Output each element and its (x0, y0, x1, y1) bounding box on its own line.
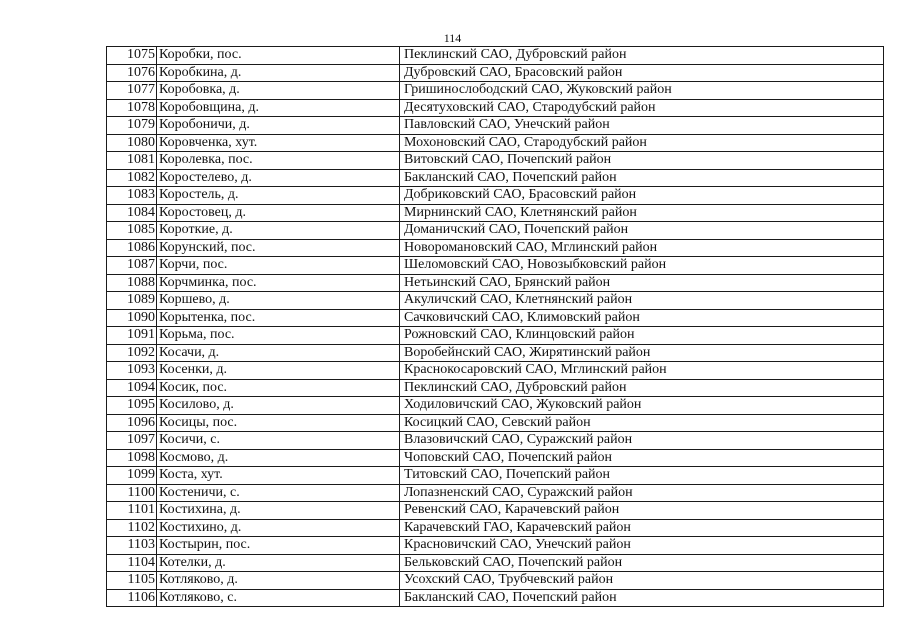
row-number: 1093 (107, 362, 157, 380)
settlement-name: Котелки, д. (157, 554, 400, 572)
row-number: 1095 (107, 397, 157, 415)
table-row (107, 519, 884, 537)
administrative-unit: Краснокосаровский САО, Мглинский район (400, 362, 884, 380)
table-row (107, 449, 884, 467)
row-number: 1087 (107, 257, 157, 275)
administrative-unit: Пеклинский САО, Дубровский район (400, 379, 884, 397)
table-row (107, 47, 884, 65)
table-row (107, 327, 884, 345)
settlement-name: Коростелево, д. (157, 169, 400, 187)
table-body (107, 47, 884, 607)
table-row (107, 152, 884, 170)
settlement-name: Корунский, пос. (157, 239, 400, 257)
settlement-name: Коробовка, д. (157, 82, 400, 100)
row-number: 1101 (107, 502, 157, 520)
settlement-name: Котляково, с. (157, 589, 400, 607)
settlement-name: Коробки, пос. (157, 47, 400, 65)
administrative-unit: Косицкий САО, Севский район (400, 414, 884, 432)
administrative-unit: Рожновский САО, Клинцовский район (400, 327, 884, 345)
row-number: 1079 (107, 117, 157, 135)
settlements-table (106, 46, 884, 607)
settlement-name: Коршево, д. (157, 292, 400, 310)
settlement-name: Косилово, д. (157, 397, 400, 415)
row-number: 1092 (107, 344, 157, 362)
row-number: 1088 (107, 274, 157, 292)
settlement-name: Коробоничи, д. (157, 117, 400, 135)
administrative-unit: Красновичский САО, Унечский район (400, 537, 884, 555)
settlement-name: Корытенка, пос. (157, 309, 400, 327)
administrative-unit: Дубровский САО, Брасовский район (400, 64, 884, 82)
settlement-name: Костихина, д. (157, 502, 400, 520)
table-row (107, 134, 884, 152)
settlement-name: Коробовщина, д. (157, 99, 400, 117)
settlement-name: Коростовец, д. (157, 204, 400, 222)
administrative-unit: Витовский САО, Почепский район (400, 152, 884, 170)
row-number: 1100 (107, 484, 157, 502)
administrative-unit: Влазовичский САО, Суражский район (400, 432, 884, 450)
settlement-name: Корчи, пос. (157, 257, 400, 275)
row-number: 1080 (107, 134, 157, 152)
table-row (107, 64, 884, 82)
administrative-unit: Лопазненский САО, Суражский район (400, 484, 884, 502)
table-row (107, 257, 884, 275)
settlement-name: Коростель, д. (157, 187, 400, 205)
table-row (107, 467, 884, 485)
table-row (107, 432, 884, 450)
row-number: 1085 (107, 222, 157, 240)
administrative-unit: Павловский САО, Унечский район (400, 117, 884, 135)
administrative-unit: Бельковский САО, Почепский район (400, 554, 884, 572)
administrative-unit: Акуличский САО, Клетнянский район (400, 292, 884, 310)
settlement-name: Королевка, пос. (157, 152, 400, 170)
table-row (107, 589, 884, 607)
table-row (107, 362, 884, 380)
settlement-name: Косицы, пос. (157, 414, 400, 432)
table-row (107, 82, 884, 100)
administrative-unit: Воробейнский САО, Жирятинский район (400, 344, 884, 362)
row-number: 1075 (107, 47, 157, 65)
administrative-unit: Добриковский САО, Брасовский район (400, 187, 884, 205)
administrative-unit: Бакланский САО, Почепский район (400, 589, 884, 607)
administrative-unit: Шеломовский САО, Новозыбковский район (400, 257, 884, 275)
table-row (107, 204, 884, 222)
row-number: 1097 (107, 432, 157, 450)
row-number: 1083 (107, 187, 157, 205)
row-number: 1076 (107, 64, 157, 82)
row-number: 1090 (107, 309, 157, 327)
administrative-unit: Десятуховский САО, Стародубский район (400, 99, 884, 117)
administrative-unit: Сачковичский САО, Климовский район (400, 309, 884, 327)
administrative-unit: Нетьинский САО, Брянский район (400, 274, 884, 292)
table-row (107, 502, 884, 520)
row-number: 1099 (107, 467, 157, 485)
table-row (107, 117, 884, 135)
administrative-unit: Титовский САО, Почепский район (400, 467, 884, 485)
row-number: 1091 (107, 327, 157, 345)
settlement-name: Корьма, пос. (157, 327, 400, 345)
row-number: 1089 (107, 292, 157, 310)
administrative-unit: Чоповский САО, Почепский район (400, 449, 884, 467)
row-number: 1105 (107, 572, 157, 590)
table-row (107, 572, 884, 590)
settlement-name: Котляково, д. (157, 572, 400, 590)
table-row (107, 222, 884, 240)
administrative-unit: Гришинослободский САО, Жуковский район (400, 82, 884, 100)
administrative-unit: Ревенский САО, Карачевский район (400, 502, 884, 520)
table-row (107, 309, 884, 327)
settlement-name: Костырин, пос. (157, 537, 400, 555)
row-number: 1078 (107, 99, 157, 117)
table-row (107, 379, 884, 397)
row-number: 1096 (107, 414, 157, 432)
administrative-unit: Мохоновский САО, Стародубский район (400, 134, 884, 152)
administrative-unit: Новоромановский САО, Мглинский район (400, 239, 884, 257)
settlement-name: Космово, д. (157, 449, 400, 467)
row-number: 1103 (107, 537, 157, 555)
settlement-name: Косичи, с. (157, 432, 400, 450)
settlement-name: Косик, пос. (157, 379, 400, 397)
administrative-unit: Бакланский САО, Почепский район (400, 169, 884, 187)
table-row (107, 554, 884, 572)
table-row (107, 484, 884, 502)
table-row (107, 292, 884, 310)
settlement-name: Коровченка, хут. (157, 134, 400, 152)
row-number: 1082 (107, 169, 157, 187)
settlement-name: Коробкина, д. (157, 64, 400, 82)
row-number: 1086 (107, 239, 157, 257)
page-number: 114 (443, 31, 462, 45)
settlement-name: Косенки, д. (157, 362, 400, 380)
table-row (107, 537, 884, 555)
row-number: 1077 (107, 82, 157, 100)
settlement-name: Корчминка, пос. (157, 274, 400, 292)
row-number: 1106 (107, 589, 157, 607)
settlement-name: Костеничи, с. (157, 484, 400, 502)
table-row (107, 344, 884, 362)
table-row (107, 414, 884, 432)
row-number: 1102 (107, 519, 157, 537)
row-number: 1084 (107, 204, 157, 222)
table-row (107, 274, 884, 292)
settlement-name: Коста, хут. (157, 467, 400, 485)
row-number: 1098 (107, 449, 157, 467)
administrative-unit: Доманичский САО, Почепский район (400, 222, 884, 240)
settlement-name: Косачи, д. (157, 344, 400, 362)
administrative-unit: Карачевский ГАО, Карачевский район (400, 519, 884, 537)
table-row (107, 187, 884, 205)
table-row (107, 239, 884, 257)
row-number: 1104 (107, 554, 157, 572)
administrative-unit: Мирнинский САО, Клетнянский район (400, 204, 884, 222)
settlement-name: Костихино, д. (157, 519, 400, 537)
administrative-unit: Усохский САО, Трубчевский район (400, 572, 884, 590)
settlement-name: Короткие, д. (157, 222, 400, 240)
administrative-unit: Ходиловичский САО, Жуковский район (400, 397, 884, 415)
table-row (107, 397, 884, 415)
table-row (107, 169, 884, 187)
administrative-unit: Пеклинский САО, Дубровский район (400, 47, 884, 65)
row-number: 1094 (107, 379, 157, 397)
table-row (107, 99, 884, 117)
row-number: 1081 (107, 152, 157, 170)
